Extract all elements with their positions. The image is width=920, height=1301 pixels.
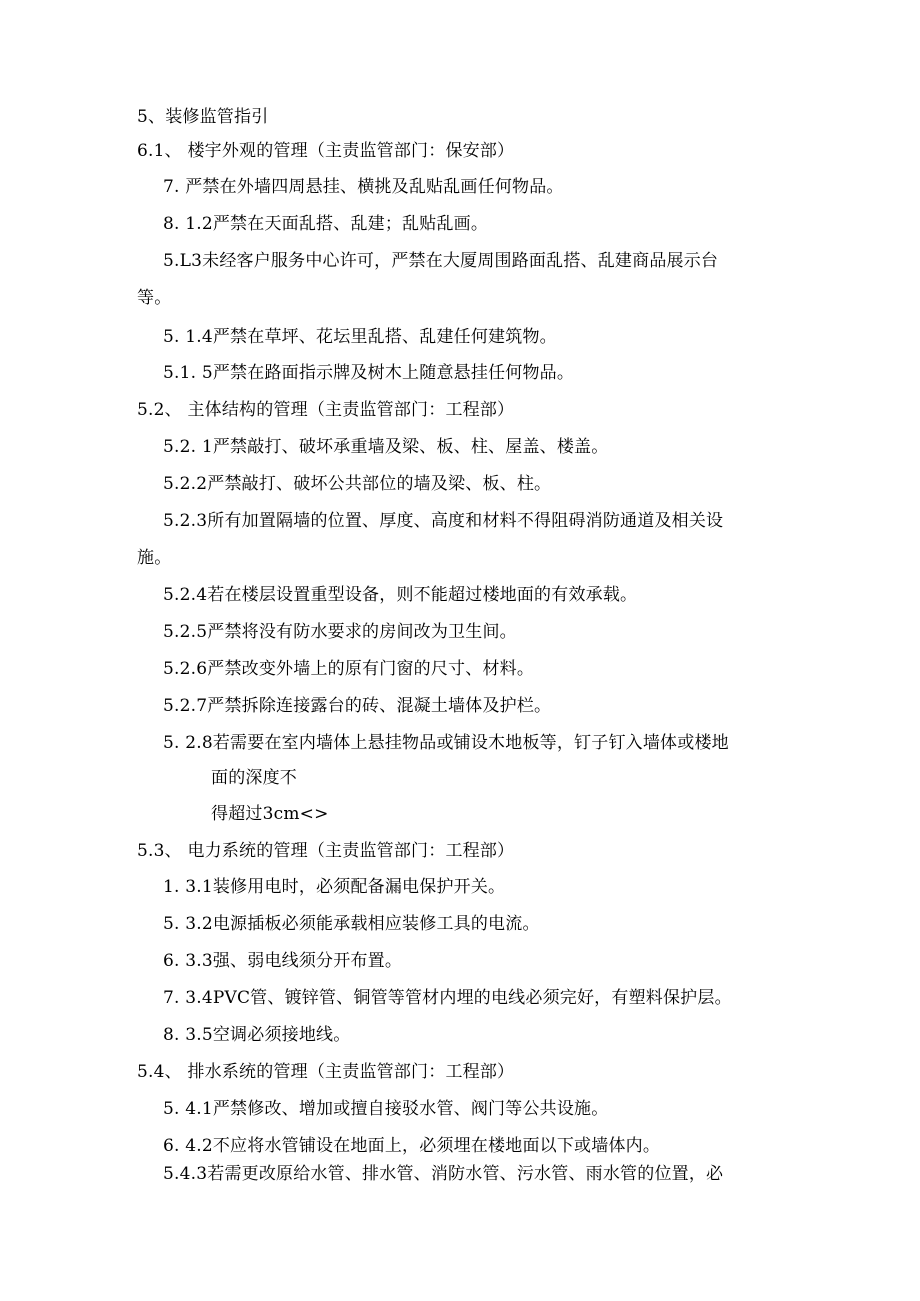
paragraph-line: 5. 2.8若需要在室内墙体上悬挂物品或铺设木地板等，钉子钉入墙体或楼地 (163, 733, 729, 753)
paragraph-line: 8. 3.5空调必须接地线。 (163, 1025, 351, 1045)
paragraph-line: 6. 4.2不应将水管铺设在地面上，必须埋在楼地面以下或墙体内。 (163, 1136, 661, 1156)
paragraph-line: 5.L3未经客户服务中心许可，严禁在大厦周围路面乱搭、乱建商品展示台 (163, 251, 719, 271)
paragraph-line: 5.1. 5严禁在路面指示牌及树木上随意悬挂任何物品。 (163, 363, 575, 383)
paragraph-line: 1. 3.1装修用电时，必须配备漏电保护开关。 (163, 877, 506, 897)
section-heading-5: 5、装修监管指引 (137, 107, 269, 127)
paragraph-line: 5.2.2严禁敲打、破坏公共部位的墙及梁、板、柱。 (163, 474, 552, 494)
subsection-heading-5-3: 5.3、 电力系统的管理（主责监管部门：工程部） (137, 841, 515, 861)
paragraph-line: 7. 3.4PVC管、镀锌管、铜管等管材内埋的电线必须完好，有塑料保护层。 (163, 988, 732, 1008)
paragraph-line: 5. 4.1严禁修改、增加或擅自接驳水管、阀门等公共设施。 (163, 1099, 609, 1119)
subsection-heading-5-2: 5.2、 主体结构的管理（主责监管部门：工程部） (137, 400, 515, 420)
paragraph-line: 8. 1.2严禁在天面乱搭、乱建；乱贴乱画。 (163, 214, 489, 234)
paragraph-line: 5.2.3所有加置隔墙的位置、厚度、高度和材料不得阻碍消防通道及相关设 (163, 511, 724, 531)
subsection-heading-6-1: 6.1、 楼宇外观的管理（主责监管部门：保安部） (137, 141, 515, 161)
paragraph-line: 6. 3.3强、弱电线须分开布置。 (163, 951, 403, 971)
paragraph-line: 5.2.7严禁拆除连接露台的砖、混凝土墙体及护栏。 (163, 696, 552, 716)
paragraph-line: 5.2.6严禁改变外墙上的原有门窗的尺寸、材料。 (163, 659, 535, 679)
paragraph-line: 5.2. 1严禁敲打、破坏承重墙及梁、板、柱、屋盖、楼盖。 (163, 437, 609, 457)
paragraph-line-continuation: 施。 (137, 548, 172, 568)
subsection-heading-5-4: 5.4、 排水系统的管理（主责监管部门：工程部） (137, 1062, 515, 1082)
paragraph-line-continuation: 得超过3cm<> (211, 804, 329, 824)
paragraph-line: 5. 3.2电源插板必须能承载相应装修工具的电流。 (163, 914, 540, 934)
paragraph-line: 5.2.4若在楼层设置重型设备，则不能超过楼地面的有效承载。 (163, 585, 638, 605)
paragraph-line: 5. 1.4严禁在草坪、花坛里乱搭、乱建任何建筑物。 (163, 327, 557, 347)
paragraph-line: 5.2.5严禁将没有防水要求的房间改为卫生间。 (163, 622, 517, 642)
paragraph-line-continuation: 等。 (137, 288, 172, 308)
paragraph-line: 5.4.3若需更改原给水管、排水管、消防水管、污水管、雨水管的位置，必 (163, 1164, 724, 1184)
paragraph-line: 7. 严禁在外墙四周悬挂、横挑及乱贴乱画任何物品。 (163, 177, 564, 197)
paragraph-line-continuation: 面的深度不 (211, 768, 297, 788)
